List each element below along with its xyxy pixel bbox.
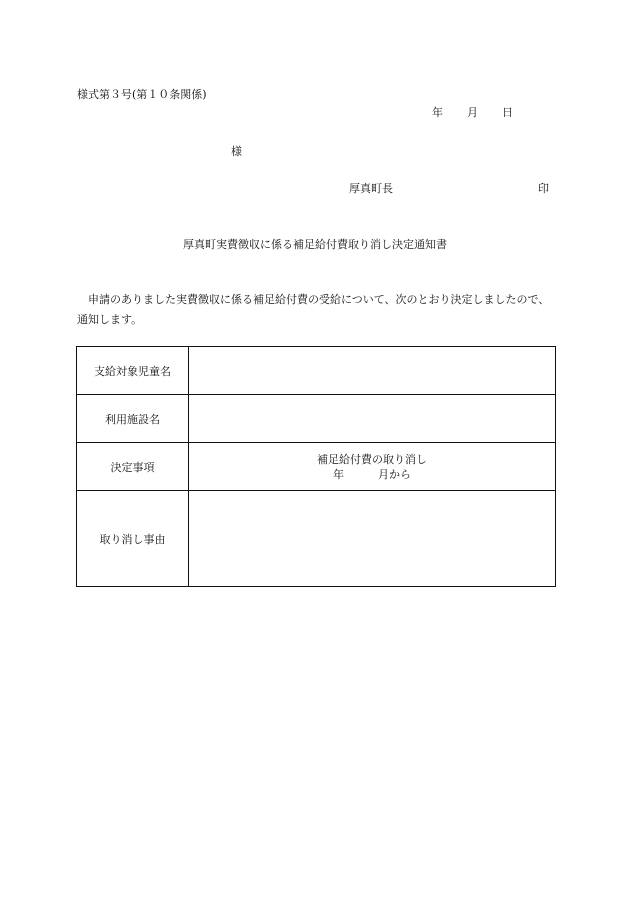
child-name-field[interactable] [189, 347, 556, 395]
date-year: 年 [432, 106, 443, 119]
seal-mark: 印 [538, 182, 549, 195]
body-text: 申請のありました実費徴収に係る補足給付費の受給について、次のとおり決定しましたので、通知します。 [77, 293, 550, 326]
cancellation-reason-label: 取り消し事由 [77, 491, 189, 587]
table-row [77, 347, 556, 395]
decision-label: 決定事項 [77, 443, 189, 491]
decision-field[interactable] [189, 443, 556, 491]
document-title: 厚真町実費徴収に係る補足給付費取り消し決定通知書 [183, 238, 447, 251]
table-row [77, 443, 556, 491]
date-line [432, 104, 513, 120]
child-name-label: 支給対象児童名 [77, 347, 189, 395]
table-row [77, 491, 556, 587]
facility-name-field[interactable] [189, 395, 556, 443]
decision-effective-date [189, 467, 555, 482]
addressee-suffix: 様 [231, 145, 242, 158]
form-number: 様式第３号(第１０条関係) [77, 88, 207, 101]
facility-name-label: 利用施設名 [77, 395, 189, 443]
decision-month: 月から [378, 467, 411, 481]
cancellation-reason-field[interactable] [189, 491, 556, 587]
table-row [77, 395, 556, 443]
decision-year: 年 [333, 467, 344, 481]
date-day: 日 [502, 106, 513, 119]
date-month: 月 [467, 106, 478, 119]
decision-text: 補足給付費の取り消し [317, 452, 427, 466]
issuer-name: 厚真町長 [349, 182, 393, 195]
notice-table [76, 346, 556, 587]
